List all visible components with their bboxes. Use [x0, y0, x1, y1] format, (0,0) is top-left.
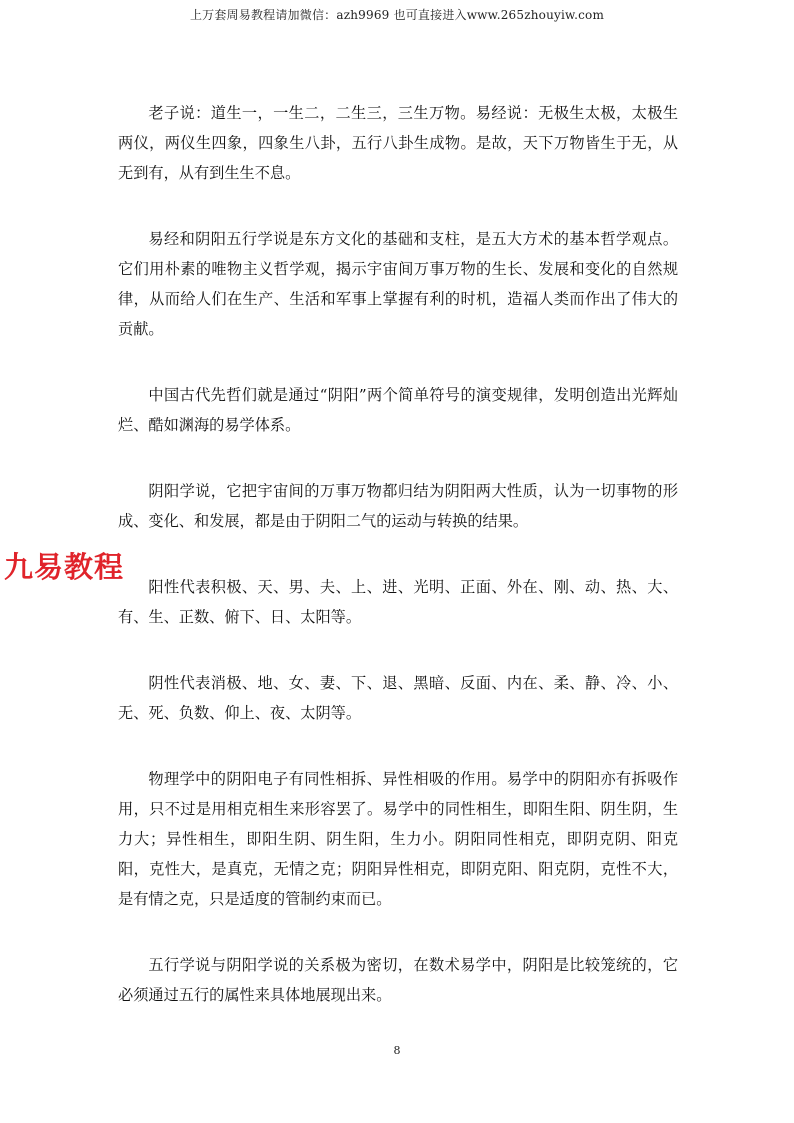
paragraph-ancient-sages: 中国古代先哲们就是通过“阴阳”两个简单符号的演变规律，发明创造出光辉灿烂、酷如渊海的易学体系。	[118, 386, 678, 434]
paragraph-yijing-wuxing: 易经和阴阳五行学说是东方文化的基础和支柱，是五大方术的基本哲学观点。它们用朴素的唯物主义哲学观，揭示宇宙间万事万物的生长、发展和变化的自然规律，从而给人们在生产、生活和军事上掌握有利的时机，造福人类而作出了伟大的贡献。	[118, 230, 678, 338]
paragraph-wuxing-relation: 五行学说与阴阳学说的关系极为密切，在数术易学中，阴阳是比较笼统的，它必须通过五行的属性来具体地展现出来。	[118, 956, 678, 1004]
watermark-logo: 九易教程	[4, 550, 125, 584]
paragraph-laozi: 老子说：道生一，一生二，二生三，三生万物。易经说：无极生太极，太极生两仪，两仪生四象，四象生八卦，五行八卦生成物。是故，天下万物皆生于无，从无到有，从有到生生不息。	[118, 104, 678, 182]
paragraph-yinyang-theory: 阴阳学说，它把宇宙间的万事万物都归结为阴阳两大性质，认为一切事物的形成、变化、和发展，都是由于阴阳二气的运动与转换的结果。	[118, 482, 678, 530]
page-number: 8	[393, 1044, 401, 1057]
paragraph-physics-analogy: 物理学中的阴阳电子有同性相拆、异性相吸的作用。易学中的阴阳亦有拆吸作用，只不过是用相克相生来形容罢了。易学中的同性相生，即阳生阳、阴生阴，生力大；异性相生，即阳生阴、阴生阳，生力小。阴阳同性相克，即阴克阴、阳克阳，克性大，是真克，无情之克；阴阳异性相克，即阴克阳、阳克阴，克性不大，是有情之克，只是适度的管制约束而已。	[118, 770, 678, 908]
document-body	[118, 98, 678, 1046]
paragraph-yin-attributes: 阴性代表消极、地、女、妻、下、退、黑暗、反面、内在、柔、静、冷、小、无、死、负数、仰上、夜、太阴等。	[118, 674, 678, 722]
header-promo-text: 上万套周易教程请加微信：azh9969 也可直接进入www.265zhouyiw.com	[189, 8, 605, 22]
paragraph-yang-attributes: 阳性代表积极、天、男、夫、上、进、光明、正面、外在、刚、动、热、大、有、生、正数、俯下、日、太阳等。	[118, 578, 678, 626]
